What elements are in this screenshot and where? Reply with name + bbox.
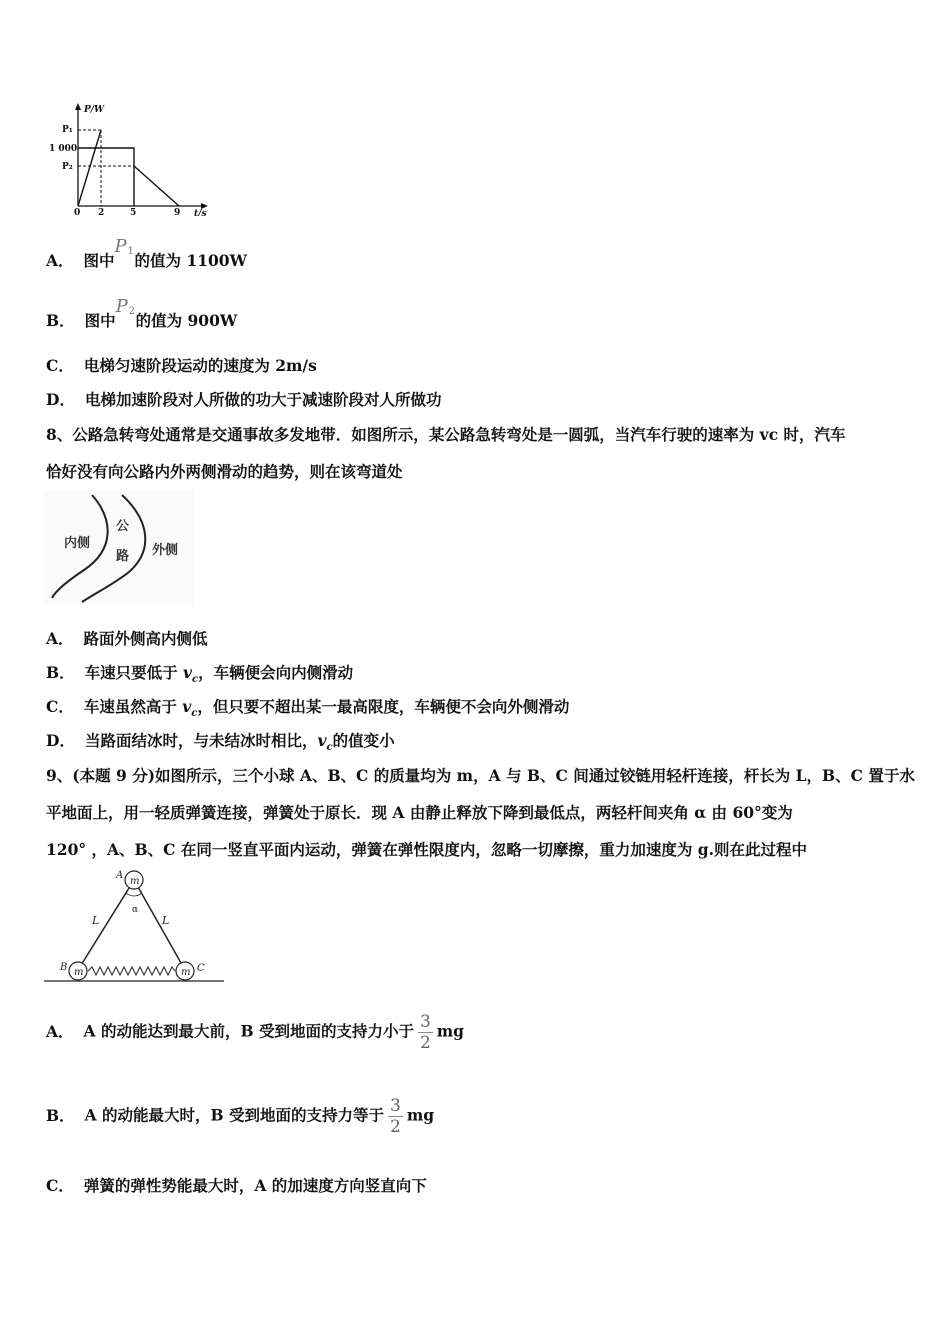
y-axis-arrow <box>75 103 81 110</box>
point-label-b: B <box>60 962 68 973</box>
q9-option-a: A． A 的动能达到最大前，B 受到地面的支持力小于 $\frac{3}{2}$ mg <box>46 1012 465 1053</box>
tick-9: 9 <box>174 208 181 216</box>
rod-length-left: L <box>92 914 100 927</box>
q9-stem-line2: 平地面上，用一轻质弹簧连接，弹簧处于原长．现 A 由静止释放下降到最低点，两轻杆间夹角 α 由 60°变为 <box>46 803 793 822</box>
y-axis-label: P/W <box>84 105 105 115</box>
road-label-1: 公 <box>116 519 130 534</box>
vc-symbol: $v_c$ <box>317 731 333 754</box>
q8-option-d: D． 当路面结冰时，与未结冰时相比，$v_c$的值变小 <box>46 731 395 754</box>
q7-option-b: B． 图中 P 2 的值为 900W <box>46 296 238 330</box>
decel-line <box>134 166 179 206</box>
tick-p1: P₁ <box>62 125 73 135</box>
const-line <box>101 148 134 206</box>
q9-stem-line3: 120° ，A、B、C 在同一竖直平面内运动，弹簧在弹性限度内，忽略一切摩擦，重力加速度为 g.则在此过程中 <box>46 840 807 859</box>
q8-option-c: C． 车速虽然高于 $v_c$，但只要不超出某一最高限度，车辆便不会向外侧滑动 <box>46 697 570 720</box>
q8-option-a: A． 路面外侧高内侧低 <box>46 629 208 648</box>
rod-length-right: L <box>162 914 170 927</box>
rod-ab <box>78 880 134 970</box>
angle-alpha-label: α <box>132 905 139 915</box>
vc-symbol: $v_c$ <box>182 697 198 720</box>
vc-symbol: $v_c$ <box>183 663 199 686</box>
power-time-graph <box>44 98 214 216</box>
point-label-c: C <box>197 963 205 974</box>
tick-p2: P₂ <box>62 162 73 172</box>
inner-side-label: 内侧 <box>64 536 91 551</box>
p1-symbol: P 1 <box>114 236 134 257</box>
point-label-a: A <box>116 870 124 881</box>
mass-label-c: m <box>181 967 191 978</box>
q7-option-a: A． 图中 P 1 的值为 1100W <box>46 236 247 270</box>
angle-arc <box>126 893 142 896</box>
tick-0: 0 <box>74 208 81 216</box>
mass-label-b: m <box>74 967 84 978</box>
outer-side-label: 外侧 <box>152 543 179 558</box>
mass-label-a: m <box>130 876 140 887</box>
q7-option-d: D． 电梯加速阶段对人所做的功大于减速阶段对人所做功 <box>46 390 442 409</box>
q7-option-c: C． 电梯匀速阶段运动的速度为 2m/s <box>46 356 317 375</box>
tick-1000: 1 000 <box>49 144 78 154</box>
tick-2: 2 <box>98 208 105 216</box>
road-label-2: 路 <box>116 549 130 564</box>
q9-option-c: C． 弹簧的弹性势能最大时，A 的加速度方向竖直向下 <box>46 1176 427 1195</box>
x-axis-label: t/s <box>194 209 207 216</box>
fraction-three-halves: $\frac{3}{2}$ <box>419 1012 431 1053</box>
three-ball-figure <box>44 866 226 984</box>
q9-stem-line1: 9、(本题 9 分)如图所示，三个小球 A、B、C 的质量均为 m，A 与 B、C 间通过铰链用轻杆连接，杆长为 L，B、C 置于水 <box>46 766 915 785</box>
p2-symbol: P 2 <box>115 296 135 317</box>
q8-stem-line1: 8、公路急转弯处通常是交通事故多发地带．如图所示，某公路急转弯处是一圆弧，当汽车行驶的速率为 vc 时，汽车 <box>46 425 846 444</box>
spring <box>88 967 175 975</box>
q8-stem-line2: 恰好没有向公路内外两侧滑动的趋势，则在该弯道处 <box>46 462 403 481</box>
q8-option-b: B． 车速只要低于 $v_c$，车辆便会向内侧滑动 <box>46 663 354 686</box>
q9-option-b: B． A 的动能最大时，B 受到地面的支持力等于 $\frac{3}{2}$ mg <box>46 1096 435 1137</box>
fraction-three-halves: $\frac{3}{2}$ <box>390 1096 401 1137</box>
road-curve-figure <box>44 490 194 605</box>
tick-5: 5 <box>130 208 137 216</box>
accel-line <box>78 130 101 206</box>
